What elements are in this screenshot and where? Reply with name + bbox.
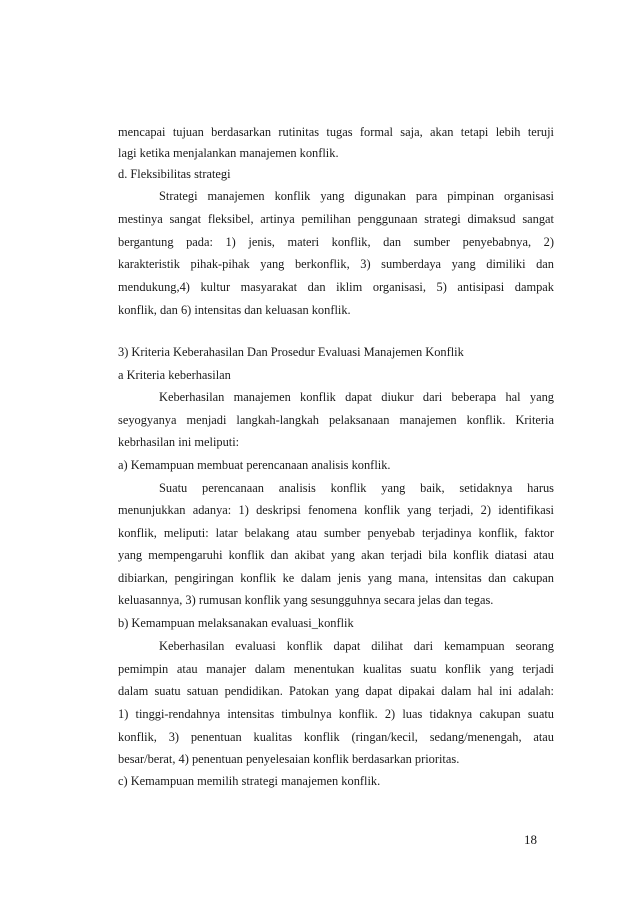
text-line: bergantung pada: 1) jenis, materi konflik, dan sumber penyebabnya, 2) bbox=[118, 235, 554, 249]
section-heading: 3) Kriteria Keberahasilan Dan Prosedur Evaluasi Manajemen Konflik bbox=[118, 345, 464, 359]
text-line: 1) tinggi-rendahnya intensitas timbulnya konflik. 2) luas tidaknya cakupan suatu bbox=[118, 707, 554, 721]
text-line: lagi ketika menjalankan manajemen konflik. bbox=[118, 146, 339, 160]
text-line: menunjukkan adanya: 1) deskripsi fenomena konflik yang terjadi, 2) identifikasi bbox=[118, 503, 554, 517]
text-line: Strategi manajemen konflik yang digunakan para pimpinan organisasi bbox=[159, 189, 554, 203]
list-item-heading: a) Kemampuan membuat perencanaan analisis konflik. bbox=[118, 458, 391, 472]
text-line: yang mempengaruhi konflik dan akibat yang akan terjadi bila konflik diatasi atau bbox=[118, 548, 554, 562]
list-item-heading: d. Fleksibilitas strategi bbox=[118, 167, 231, 181]
text-line: dibiarkan, pengiringan konflik ke dalam jenis yang mana, intensitas dan cakupan bbox=[118, 571, 554, 585]
text-line: karakteristik pihak-pihak yang berkonflik, 3) sumberdaya yang dimiliki dan bbox=[118, 257, 554, 271]
text-line: konflik, 3) penentuan kualitas konflik (ringan/kecil, sedang/menengah, atau bbox=[118, 730, 554, 744]
text-line: keluasannya, 3) rumusan konflik yang sesungguhnya secara jelas dan tegas. bbox=[118, 593, 494, 607]
text-line: mencapai tujuan berdasarkan rutinitas tugas formal saja, akan tetapi lebih teruji bbox=[118, 125, 554, 139]
text-line: konflik, meliputi: latar belakang atau sumber penyebab terjadinya konflik, faktor bbox=[118, 526, 554, 540]
text-line: Suatu perencanaan analisis konflik yang baik, setidaknya harus bbox=[159, 481, 554, 495]
text-line: pemimpin atau manajer dalam menentukan kualitas suatu konflik yang terjadi bbox=[118, 662, 554, 676]
text-line: dalam suatu satuan pendidikan. Patokan yang dapat dipakai dalam hal ini adalah: bbox=[118, 684, 554, 698]
text-line: Keberhasilan manajemen konflik dapat diukur dari beberapa hal yang bbox=[159, 390, 554, 404]
list-item-heading: c) Kemampuan memilih strategi manajemen konflik. bbox=[118, 774, 381, 788]
text-line: kebrhasilan ini meliputi: bbox=[118, 435, 240, 449]
text-line: mestinya sangat fleksibel, artinya pemilihan penggunaan strategi dimaksud sangat bbox=[118, 212, 554, 226]
text-line: konflik, dan 6) intensitas dan keluasan konflik. bbox=[118, 303, 351, 317]
text-line: besar/berat, 4) penentuan penyelesaian konflik berdasarkan prioritas. bbox=[118, 752, 460, 766]
text-line: Keberhasilan evaluasi konflik dapat dilihat dari kemampuan seorang bbox=[159, 639, 554, 653]
list-item-heading: b) Kemampuan melaksanakan evaluasi_konflik bbox=[118, 616, 354, 630]
page-number: 18 bbox=[524, 832, 537, 847]
text-line: mendukung,4) kultur masyarakat dan iklim organisasi, 5) antisipasi dampak bbox=[118, 280, 554, 294]
text-line: seyogyanya menjadi langkah-langkah pelaksanaan manajemen konflik. Kriteria bbox=[118, 413, 554, 427]
subsection-heading: a Kriteria keberhasilan bbox=[118, 368, 231, 382]
